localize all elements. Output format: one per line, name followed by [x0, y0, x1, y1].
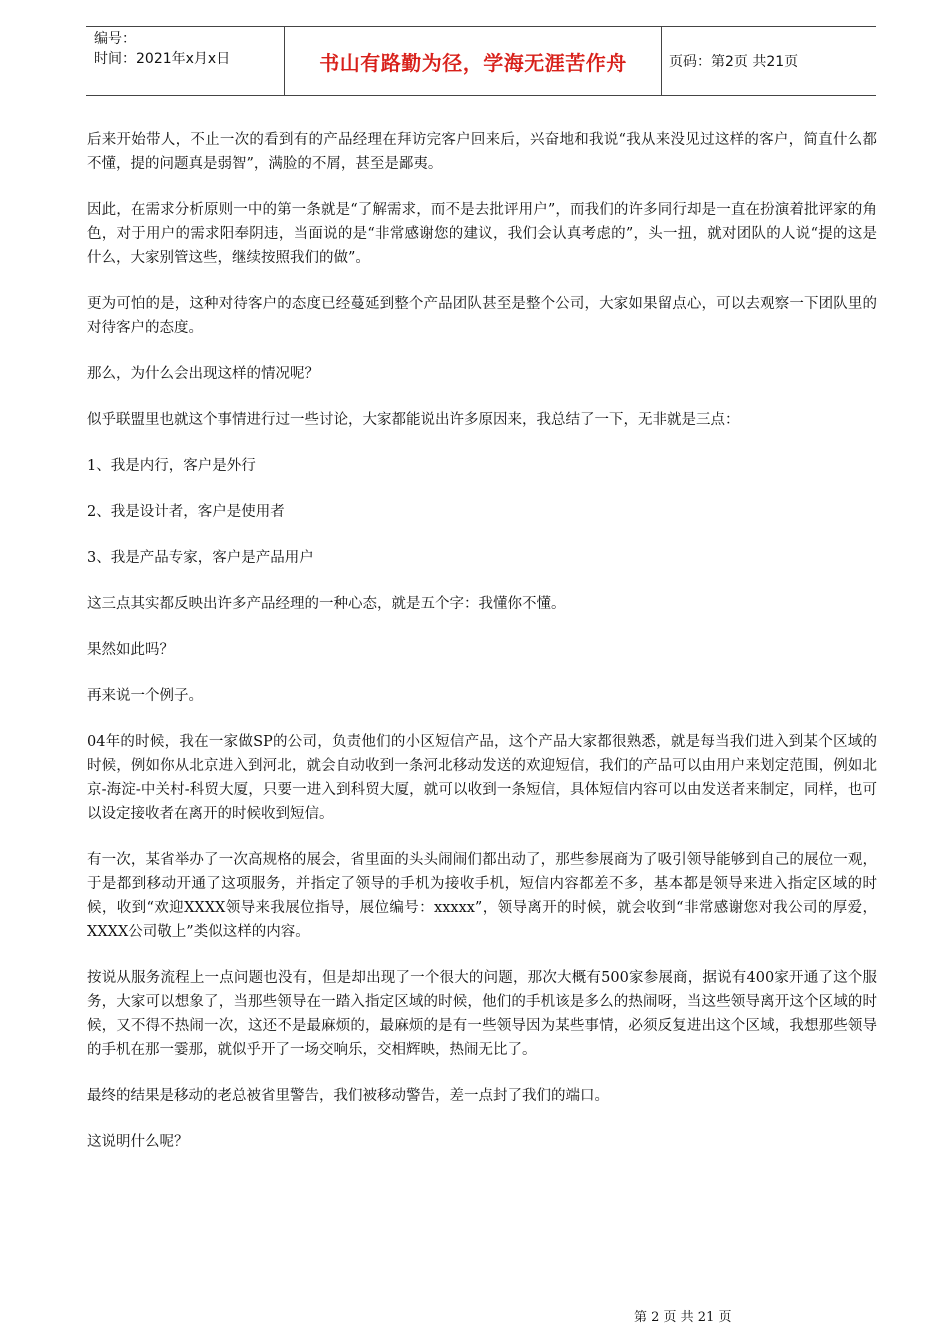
paragraph: 那么，为什么会出现这样的情况呢？	[87, 366, 319, 382]
page-header	[86, 26, 876, 96]
document-body	[87, 128, 877, 1176]
page-footer: 第 2 页 共 21 页	[634, 1310, 732, 1325]
paragraph: 这说明什么呢？	[87, 1134, 189, 1150]
header-info-cell	[86, 27, 284, 95]
header-motto: 书山有路勤为径，学海无涯苦作舟	[319, 50, 627, 75]
paragraph: 更为可怕的是，这种对待客户的态度已经蔓延到整个产品团队甚至是整个公司，大家如果留点心，可以去观察一下团队里的对待客户的态度。	[87, 296, 877, 336]
paragraph: 后来开始带人，不止一次的看到有的产品经理在拜访完客户回来后，兴奋地和我说“我从来没见过这样的客户，简直什么都不懂，提的问题真是弱智”，满脸的不屑，甚至是鄙夷。	[87, 132, 877, 172]
serial-number-label: 编号：	[94, 31, 136, 47]
paragraph: 最终的结果是移动的老总被省里警告，我们被移动警告，差一点封了我们的端口。	[87, 1088, 609, 1104]
paragraph: 按说从服务流程上一点问题也没有，但是却出现了一个很大的问题，那次大概有500家参展商，据说有400家开通了这个服务，大家可以想象了，当那些领导在一踏入指定区域的时候，他们的手机该是多么的热闹呀，当这些领导离开这个区域的时候，又不得不热闹一次，这还不是最麻烦的，最麻烦的是有一些领导因为某些事情，必须反复进出这个区域，我想那些领导的手机在那一霎那，就似乎开了一场交响乐，交相辉映，热闹无比了。	[87, 970, 877, 1058]
list-item: 3、我是产品专家，客户是产品用户	[87, 550, 314, 566]
paragraph: 果然如此吗？	[87, 642, 174, 658]
header-page-cell	[661, 27, 876, 95]
time-label: 时间：2021年x月x日	[94, 51, 231, 67]
paragraph: 再来说一个例子。	[87, 688, 203, 704]
paragraph: 04年的时候，我在一家做SP的公司，负责他们的小区短信产品，这个产品大家都很熟悉，就是每当我们进入到某个区域的时候，例如你从北京进入到河北，就会自动收到一条河北移动发送的欢迎短信，我们的产品可以由用户来划定范围，例如北京-海淀-中关村-科贸大厦，只要一进入到科贸大厦，就可以收到一条短信，具体短信内容可以由发送者来制定，同样，也可以设定接收者在离开的时候收到短信。	[87, 734, 877, 822]
header-page-number: 页码：第2页 共21页	[669, 54, 799, 70]
list-item: 1、我是内行，客户是外行	[87, 458, 256, 474]
header-motto-cell	[284, 27, 662, 95]
paragraph: 似乎联盟里也就这个事情进行过一些讨论，大家都能说出许多原因来，我总结了一下，无非就是三点：	[87, 412, 740, 428]
paragraph: 因此，在需求分析原则一中的第一条就是“了解需求，而不是去批评用户”，而我们的许多同行却是一直在扮演着批评家的角色，对于用户的需求阳奉阴违，当面说的是“非常感谢您的建议，我们会认真考虑的”，头一扭，就对团队的人说“提的这是什么，大家别管这些，继续按照我们的做”。	[87, 202, 877, 266]
list-item: 2、我是设计者，客户是使用者	[87, 504, 285, 520]
paragraph: 有一次，某省举办了一次高规格的展会，省里面的头头闹闹们都出动了，那些参展商为了吸引领导能够到自己的展位一观，于是都到移动开通了这项服务，并指定了领导的手机为接收手机，短信内容都差不多，基本都是领导来进入指定区域的时候，收到“欢迎XXXX领导来我展位指导，展位编号：xxxxx”，领导离开的时候，就会收到“非常感谢您对我公司的厚爱，XXXX公司敬上”类似这样的内容。	[87, 852, 877, 940]
paragraph: 这三点其实都反映出许多产品经理的一种心态，就是五个字：我懂你不懂。	[87, 596, 566, 612]
